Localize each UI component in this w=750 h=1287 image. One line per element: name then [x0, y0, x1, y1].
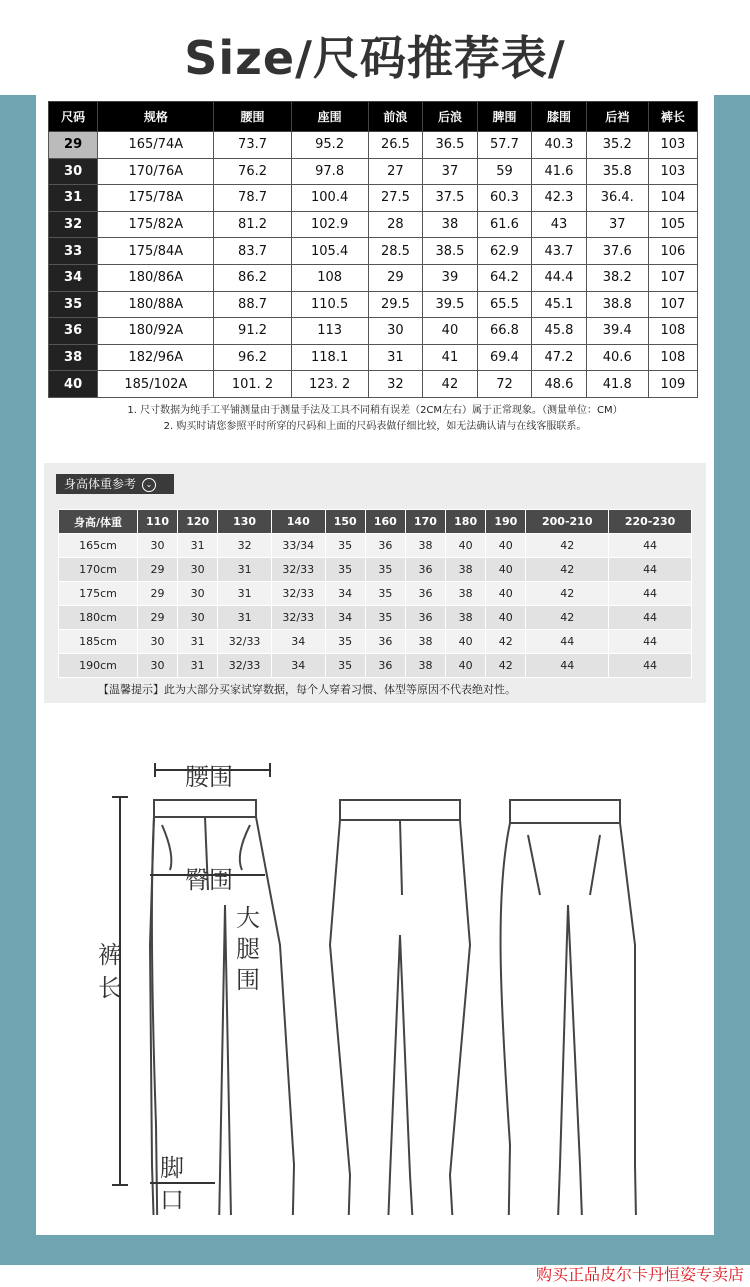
size-cell: 40: [49, 371, 98, 398]
recommended-size-cell: 44: [609, 654, 692, 678]
size-value-cell: 175/78A: [98, 185, 214, 212]
size-row: [49, 132, 698, 159]
height-cell: 165cm: [59, 534, 138, 558]
size-value-cell: 37: [586, 211, 648, 238]
size-value-cell: 69.4: [477, 344, 532, 371]
size-value-cell: 38.5: [423, 238, 478, 265]
size-value-cell: 35.8: [586, 158, 648, 185]
weight-row: [59, 558, 692, 582]
thigh-label-3: 围: [236, 966, 260, 994]
weight-tip-note: 【温馨提示】此为大部分买家试穿数据，每个人穿着习惯、体型等原因不代表绝对性。: [98, 683, 516, 696]
weight-col-header: 150: [325, 510, 365, 534]
recommended-size-cell: 36: [365, 654, 405, 678]
size-value-cell: 42.3: [532, 185, 587, 212]
teal-border-left: [0, 95, 36, 1265]
size-value-cell: 81.2: [214, 211, 291, 238]
weight-col-header: 200-210: [526, 510, 609, 534]
shop-name-watermark: 购买正品皮尔卡丹恒姿专卖店: [535, 1265, 744, 1284]
size-value-cell: 47.2: [532, 344, 587, 371]
recommended-size-cell: 29: [137, 558, 177, 582]
size-value-cell: 32: [368, 371, 423, 398]
thigh-label-1: 大: [236, 904, 260, 932]
recommended-size-cell: 42: [486, 654, 526, 678]
size-value-cell: 107: [648, 291, 697, 318]
size-value-cell: 88.7: [214, 291, 291, 318]
size-value-cell: 38: [423, 211, 478, 238]
size-value-cell: 30: [368, 318, 423, 345]
recommended-size-cell: 31: [218, 606, 272, 630]
recommended-size-cell: 36: [405, 606, 445, 630]
size-row: [49, 264, 698, 291]
recommended-size-cell: 32/33: [271, 582, 325, 606]
size-value-cell: 38.2: [586, 264, 648, 291]
height-cell: 170cm: [59, 558, 138, 582]
recommended-size-cell: 36: [405, 558, 445, 582]
height-cell: 175cm: [59, 582, 138, 606]
size-value-cell: 28: [368, 211, 423, 238]
size-value-cell: 106: [648, 238, 697, 265]
size-value-cell: 109: [648, 371, 697, 398]
page-title: Size/尺码推荐表/: [184, 31, 566, 85]
size-value-cell: 65.5: [477, 291, 532, 318]
size-col-header: 膝围: [532, 102, 587, 132]
size-col-header: 裤长: [648, 102, 697, 132]
size-col-header: 尺码: [49, 102, 98, 132]
size-value-cell: 41: [423, 344, 478, 371]
size-value-cell: 72: [477, 371, 532, 398]
recommended-size-cell: 40: [446, 654, 486, 678]
size-value-cell: 40.6: [586, 344, 648, 371]
recommended-size-cell: 31: [218, 582, 272, 606]
chevron-down-icon: ⌄: [142, 478, 156, 492]
size-value-cell: 35.2: [586, 132, 648, 159]
recommended-size-cell: 30: [137, 630, 177, 654]
recommended-size-cell: 35: [325, 654, 365, 678]
teal-border-bottom: [0, 1235, 750, 1265]
size-note-2: 2. 购买时请您参照平时所穿的尺码和上面的尺码表做仔细比较，如无法确认请与在线客服联系。: [163, 421, 587, 432]
size-row: [49, 318, 698, 345]
size-value-cell: 44.4: [532, 264, 587, 291]
pants-side-outline: [330, 800, 470, 1215]
weight-row: [59, 606, 692, 630]
recommended-size-cell: 44: [609, 582, 692, 606]
size-value-cell: 41.8: [586, 371, 648, 398]
size-cell: 31: [49, 185, 98, 212]
size-value-cell: 57.7: [477, 132, 532, 159]
weight-reference-tag[interactable]: [56, 474, 174, 494]
size-value-cell: 61.6: [477, 211, 532, 238]
size-value-cell: 36.4.: [586, 185, 648, 212]
size-value-cell: 108: [291, 264, 368, 291]
recommended-size-cell: 30: [178, 558, 218, 582]
size-row: [49, 158, 698, 185]
size-value-cell: 118.1: [291, 344, 368, 371]
recommended-size-cell: 30: [178, 606, 218, 630]
size-col-header: 后浪: [423, 102, 478, 132]
recommended-size-cell: 32/33: [218, 654, 272, 678]
size-row: [49, 238, 698, 265]
recommended-size-cell: 32/33: [271, 606, 325, 630]
recommended-size-cell: 38: [446, 582, 486, 606]
size-col-header: 前浪: [368, 102, 423, 132]
height-cell: 180cm: [59, 606, 138, 630]
size-value-cell: 185/102A: [98, 371, 214, 398]
weight-row: [59, 534, 692, 558]
pants-measurement-diagram: [80, 745, 680, 1215]
size-value-cell: 113: [291, 318, 368, 345]
length-label-2: 长: [98, 974, 122, 1002]
weight-col-header: 130: [218, 510, 272, 534]
size-value-cell: 103: [648, 132, 697, 159]
size-cell: 36: [49, 318, 98, 345]
size-value-cell: 29: [368, 264, 423, 291]
size-value-cell: 37: [423, 158, 478, 185]
weight-reference-tag-label: 身高体重参考: [64, 477, 137, 491]
size-value-cell: 66.8: [477, 318, 532, 345]
size-value-cell: 95.2: [291, 132, 368, 159]
recommended-size-cell: 42: [526, 582, 609, 606]
size-value-cell: 37.6: [586, 238, 648, 265]
height-weight-header: [59, 510, 692, 534]
recommended-size-cell: 44: [609, 534, 692, 558]
recommended-size-cell: 30: [137, 534, 177, 558]
size-value-cell: 76.2: [214, 158, 291, 185]
size-value-cell: 59: [477, 158, 532, 185]
hip-label: 臀围: [185, 866, 233, 894]
size-value-cell: 43.7: [532, 238, 587, 265]
size-value-cell: 102.9: [291, 211, 368, 238]
recommended-size-cell: 40: [446, 534, 486, 558]
size-col-header: 腰围: [214, 102, 291, 132]
size-value-cell: 39: [423, 264, 478, 291]
recommended-size-cell: 40: [486, 582, 526, 606]
length-label-1: 裤: [98, 941, 122, 969]
recommended-size-cell: 35: [365, 582, 405, 606]
size-value-cell: 123. 2: [291, 371, 368, 398]
height-cell: 190cm: [59, 654, 138, 678]
weight-row: [59, 582, 692, 606]
recommended-size-cell: 34: [271, 630, 325, 654]
size-col-header: 脾围: [477, 102, 532, 132]
size-cell: 35: [49, 291, 98, 318]
weight-col-header: 110: [137, 510, 177, 534]
size-value-cell: 101. 2: [214, 371, 291, 398]
recommended-size-cell: 29: [137, 582, 177, 606]
size-value-cell: 91.2: [214, 318, 291, 345]
recommended-size-cell: 40: [486, 534, 526, 558]
weight-col-header: 120: [178, 510, 218, 534]
size-value-cell: 78.7: [214, 185, 291, 212]
pants-pleated-outline: [501, 800, 640, 1215]
size-row: [49, 371, 698, 398]
recommended-size-cell: 42: [486, 630, 526, 654]
recommended-size-cell: 35: [365, 558, 405, 582]
size-value-cell: 43: [532, 211, 587, 238]
recommended-size-cell: 40: [486, 558, 526, 582]
hem-label-1: 脚: [160, 1154, 184, 1182]
recommended-size-cell: 36: [405, 582, 445, 606]
size-row: [49, 291, 698, 318]
weight-col-header: 190: [486, 510, 526, 534]
size-value-cell: 48.6: [532, 371, 587, 398]
height-cell: 185cm: [59, 630, 138, 654]
weight-col-header: 220-230: [609, 510, 692, 534]
size-col-header: 规格: [98, 102, 214, 132]
size-value-cell: 97.8: [291, 158, 368, 185]
recommended-size-cell: 33/34: [271, 534, 325, 558]
size-value-cell: 104: [648, 185, 697, 212]
size-value-cell: 40.3: [532, 132, 587, 159]
recommended-size-cell: 44: [609, 630, 692, 654]
size-col-header: 后裆: [586, 102, 648, 132]
recommended-size-cell: 44: [526, 654, 609, 678]
recommended-size-cell: 35: [365, 606, 405, 630]
size-value-cell: 103: [648, 158, 697, 185]
size-value-cell: 42: [423, 371, 478, 398]
size-value-cell: 37.5: [423, 185, 478, 212]
size-value-cell: 175/84A: [98, 238, 214, 265]
size-value-cell: 45.1: [532, 291, 587, 318]
size-value-cell: 182/96A: [98, 344, 214, 371]
thigh-label-2: 腿: [236, 935, 260, 963]
recommended-size-cell: 38: [446, 558, 486, 582]
recommended-size-cell: 42: [526, 534, 609, 558]
size-value-cell: 40: [423, 318, 478, 345]
size-col-header: 座围: [291, 102, 368, 132]
size-value-cell: 165/74A: [98, 132, 214, 159]
size-value-cell: 36.5: [423, 132, 478, 159]
size-value-cell: 108: [648, 318, 697, 345]
size-value-cell: 110.5: [291, 291, 368, 318]
size-value-cell: 83.7: [214, 238, 291, 265]
recommended-size-cell: 40: [486, 606, 526, 630]
size-value-cell: 107: [648, 264, 697, 291]
size-value-cell: 45.8: [532, 318, 587, 345]
size-value-cell: 39.4: [586, 318, 648, 345]
size-note-1: 1. 尺寸数据为纯手工平铺测量由于测量手法及工具不同稍有误差（2CM左右）属于正常现象。（测量单位：CM）: [127, 405, 623, 416]
recommended-size-cell: 35: [325, 630, 365, 654]
recommended-size-cell: 36: [365, 534, 405, 558]
recommended-size-cell: 34: [325, 582, 365, 606]
size-value-cell: 86.2: [214, 264, 291, 291]
size-cell: 30: [49, 158, 98, 185]
recommended-size-cell: 32/33: [271, 558, 325, 582]
size-value-cell: 105: [648, 211, 697, 238]
recommended-size-cell: 44: [609, 606, 692, 630]
size-value-cell: 27: [368, 158, 423, 185]
recommended-size-cell: 31: [178, 654, 218, 678]
size-value-cell: 180/88A: [98, 291, 214, 318]
recommended-size-cell: 36: [365, 630, 405, 654]
recommended-size-cell: 32/33: [218, 630, 272, 654]
recommended-size-cell: 42: [526, 558, 609, 582]
size-cell: 29: [49, 132, 98, 159]
size-row: [49, 185, 698, 212]
recommended-size-cell: 35: [325, 558, 365, 582]
weight-col-header: 140: [271, 510, 325, 534]
size-value-cell: 170/76A: [98, 158, 214, 185]
weight-col-header: 170: [405, 510, 445, 534]
size-value-cell: 64.2: [477, 264, 532, 291]
size-value-cell: 26.5: [368, 132, 423, 159]
recommended-size-cell: 29: [137, 606, 177, 630]
recommended-size-cell: 31: [218, 558, 272, 582]
size-value-cell: 41.6: [532, 158, 587, 185]
size-value-cell: 60.3: [477, 185, 532, 212]
weight-row: [59, 654, 692, 678]
hem-label-2: 口: [160, 1186, 184, 1214]
size-cell: 32: [49, 211, 98, 238]
size-cell: 34: [49, 264, 98, 291]
size-value-cell: 38.8: [586, 291, 648, 318]
size-value-cell: 29.5: [368, 291, 423, 318]
recommended-size-cell: 38: [405, 630, 445, 654]
size-value-cell: 100.4: [291, 185, 368, 212]
waist-label: 腰围: [185, 763, 233, 791]
size-value-cell: 39.5: [423, 291, 478, 318]
recommended-size-cell: 32: [218, 534, 272, 558]
size-value-cell: 28.5: [368, 238, 423, 265]
size-row: [49, 344, 698, 371]
size-cell: 38: [49, 344, 98, 371]
weight-col-header: 180: [446, 510, 486, 534]
height-weight-table: [58, 509, 692, 678]
size-value-cell: 108: [648, 344, 697, 371]
size-value-cell: 180/86A: [98, 264, 214, 291]
recommended-size-cell: 44: [609, 558, 692, 582]
recommended-size-cell: 31: [178, 630, 218, 654]
recommended-size-cell: 38: [405, 534, 445, 558]
recommended-size-cell: 44: [526, 630, 609, 654]
size-table-header: [49, 102, 698, 132]
teal-border-right: [714, 95, 750, 1265]
recommended-size-cell: 31: [178, 534, 218, 558]
recommended-size-cell: 34: [271, 654, 325, 678]
size-chart-table: [48, 101, 698, 398]
recommended-size-cell: 42: [526, 606, 609, 630]
size-value-cell: 62.9: [477, 238, 532, 265]
recommended-size-cell: 38: [405, 654, 445, 678]
size-value-cell: 180/92A: [98, 318, 214, 345]
size-value-cell: 96.2: [214, 344, 291, 371]
size-cell: 33: [49, 238, 98, 265]
recommended-size-cell: 38: [446, 606, 486, 630]
size-value-cell: 73.7: [214, 132, 291, 159]
weight-row: [59, 630, 692, 654]
recommended-size-cell: 35: [325, 534, 365, 558]
size-row: [49, 211, 698, 238]
weight-col-header: 身高/体重: [59, 510, 138, 534]
weight-col-header: 160: [365, 510, 405, 534]
recommended-size-cell: 40: [446, 630, 486, 654]
size-value-cell: 31: [368, 344, 423, 371]
size-value-cell: 175/82A: [98, 211, 214, 238]
recommended-size-cell: 30: [137, 654, 177, 678]
size-value-cell: 105.4: [291, 238, 368, 265]
recommended-size-cell: 34: [325, 606, 365, 630]
recommended-size-cell: 30: [178, 582, 218, 606]
size-value-cell: 27.5: [368, 185, 423, 212]
